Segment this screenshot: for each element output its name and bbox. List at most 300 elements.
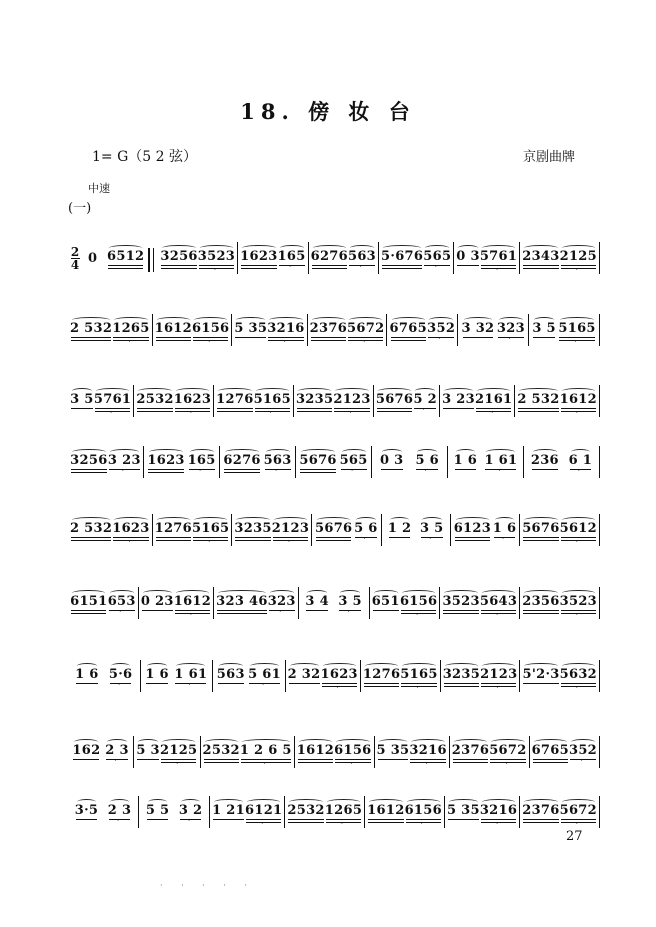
note-group	[109, 660, 133, 688]
note-group	[405, 796, 442, 827]
note-group	[267, 314, 304, 345]
note-group	[160, 736, 197, 767]
octave-dots	[160, 269, 197, 273]
octave-dots	[299, 473, 336, 477]
note-group	[305, 587, 329, 615]
underline-eighth	[559, 337, 594, 338]
slur-mark	[534, 739, 567, 745]
octave-dots	[146, 820, 170, 824]
note-group	[480, 587, 517, 618]
note-group	[388, 514, 412, 542]
piece-title: 18. 傍 妆 台	[240, 99, 416, 124]
score-row	[68, 314, 600, 354]
underline-eighth	[217, 408, 252, 409]
octave-dots: ·	[288, 539, 293, 546]
octave-dots: ·	[575, 410, 581, 417]
note-digits: 3235	[234, 521, 272, 536]
measure	[293, 385, 373, 417]
slur-mark	[200, 245, 233, 251]
slur-mark	[378, 388, 411, 394]
time-signature-top: 2	[70, 245, 80, 259]
slur-mark	[299, 739, 332, 745]
note-group	[560, 242, 597, 273]
octave-dots: ·	[190, 410, 195, 417]
underline-eighth	[217, 610, 267, 611]
slur-mark	[176, 388, 209, 394]
measure	[373, 385, 439, 417]
note-digits: 651	[371, 594, 400, 609]
note-digits: 2123	[333, 392, 371, 407]
octave-dots: ·	[121, 468, 127, 475]
slur-mark	[266, 449, 290, 455]
note-group	[155, 314, 192, 345]
octave-dots	[287, 823, 324, 827]
underline-eighth	[382, 265, 422, 266]
time-signature-bottom: 4	[70, 258, 80, 272]
note-group	[489, 736, 526, 767]
note-digits: 5676	[522, 521, 560, 536]
slur-mark	[482, 245, 515, 251]
slur-mark	[562, 517, 595, 523]
octave-dots	[203, 763, 240, 767]
note-digits: 0 3	[456, 249, 480, 264]
note-group	[560, 587, 597, 618]
octave-dots	[107, 269, 144, 273]
octave-dots	[367, 823, 404, 827]
note-group	[532, 314, 556, 342]
note-digits: 1612	[154, 321, 192, 336]
octave-dots: ·	[496, 685, 502, 692]
note-group	[560, 660, 597, 691]
measure	[143, 446, 219, 478]
slur-mark	[274, 517, 307, 523]
note-digits: 563	[347, 249, 377, 264]
note-group	[179, 796, 203, 824]
source-label: 京剧曲牌	[523, 150, 576, 165]
slur-mark	[194, 317, 227, 323]
score-row	[68, 736, 600, 776]
note-digits: 5672	[489, 743, 527, 758]
octave-dots	[380, 470, 404, 474]
slur-mark	[374, 590, 398, 596]
underline-eighth	[113, 537, 148, 538]
slur-mark	[307, 590, 327, 596]
octave-dots: ·	[577, 468, 583, 475]
slur-mark	[72, 449, 105, 455]
measure	[369, 587, 440, 619]
note-group	[522, 242, 559, 273]
slur-mark	[482, 590, 515, 596]
octave-dots: ·	[199, 468, 205, 475]
underline-eighth	[561, 683, 596, 684]
octave-dots: ·	[424, 468, 430, 475]
note-group	[560, 514, 597, 545]
note-group	[454, 446, 478, 474]
underline-eighth	[326, 819, 361, 820]
note-group	[223, 446, 260, 477]
underline-eighth	[561, 265, 596, 266]
slur-mark	[109, 245, 142, 251]
underline-eighth	[322, 683, 357, 684]
note-group	[188, 446, 216, 474]
note-group	[558, 314, 595, 345]
slur-mark	[562, 245, 595, 251]
note-group	[480, 796, 517, 827]
note-group	[287, 796, 324, 827]
slur-mark	[147, 663, 167, 669]
note-group	[532, 736, 569, 767]
octave-dots: ·	[349, 410, 355, 417]
note-group	[216, 385, 253, 416]
time-signature	[68, 247, 82, 271]
slur-mark	[327, 799, 360, 805]
note-digits: 2125	[559, 249, 597, 264]
octave-dots	[70, 341, 112, 345]
note-digits: 352	[568, 743, 598, 758]
note-group	[415, 446, 439, 474]
note-digits: 1265	[324, 803, 363, 818]
score-row	[68, 796, 600, 836]
underline-eighth	[443, 610, 478, 611]
note-digits: 6512	[107, 249, 145, 264]
octave-dots: ·	[341, 821, 346, 828]
note-group	[569, 736, 597, 764]
octave-dots	[532, 763, 569, 767]
note-group	[452, 736, 489, 767]
note-digits: 6121	[245, 803, 283, 818]
note-digits: 3 23	[442, 392, 475, 407]
octave-dots	[234, 541, 271, 545]
octave-dots: ·	[336, 685, 342, 692]
octave-dots: ·	[363, 536, 369, 543]
slur-mark	[289, 799, 322, 805]
slur-mark	[176, 663, 205, 669]
note-digits: 2 532	[70, 321, 113, 336]
octave-dots	[315, 541, 352, 545]
note-group	[315, 514, 352, 545]
measure	[231, 314, 306, 346]
octave-dots	[454, 541, 491, 545]
slur-mark	[402, 663, 435, 669]
note-digits: 5165	[253, 392, 291, 407]
measure	[364, 796, 444, 828]
underline-eighth	[334, 408, 369, 409]
octave-dots	[288, 684, 321, 688]
octave-dots: ·	[261, 821, 267, 828]
measure	[212, 660, 285, 692]
note-digits: 5 35	[446, 803, 480, 818]
note-group	[560, 385, 597, 416]
slur-mark	[194, 517, 227, 523]
note-digits: 3 32	[461, 321, 495, 336]
note-digits: 2 32	[287, 667, 321, 682]
measure	[138, 796, 209, 828]
note-digits: 6151	[70, 594, 108, 609]
note-digits: 0 3	[379, 453, 404, 468]
octave-dots: ·	[429, 536, 435, 543]
measure	[514, 385, 600, 417]
note-digits: 6765	[531, 743, 569, 758]
octave-dots: ·	[289, 264, 295, 271]
note-digits: 6156	[192, 321, 230, 336]
slur-mark	[269, 317, 302, 323]
note-digits: 1276	[154, 521, 192, 536]
note-digits: 5672	[559, 803, 597, 818]
slur-mark	[336, 739, 369, 745]
note-digits: 563	[216, 667, 245, 682]
note-group	[367, 796, 404, 827]
octave-dots: ·	[496, 267, 501, 274]
slur-mark	[445, 663, 478, 669]
octave-dots: ·	[128, 339, 134, 346]
score-row	[68, 385, 600, 425]
measure	[284, 796, 364, 828]
octave-dots: ·	[214, 267, 219, 274]
underline-eighth	[476, 408, 511, 409]
note-digits: 3523	[197, 249, 236, 264]
slur-mark	[369, 799, 402, 805]
note-group	[493, 514, 517, 542]
slur-mark	[402, 590, 435, 596]
underline-eighth	[273, 537, 308, 538]
measure	[68, 587, 138, 619]
note-group	[480, 242, 517, 273]
note-digits: 1 6	[145, 667, 169, 682]
note-digits: 3 5	[420, 521, 444, 536]
octave-dots	[240, 269, 277, 273]
octave-dots	[136, 412, 173, 416]
note-group	[212, 796, 245, 824]
note-digits: 1623	[240, 249, 278, 264]
note-digits: 5676	[299, 453, 337, 468]
slur-mark	[157, 517, 190, 523]
note-digits: 6276	[310, 249, 348, 264]
note-group	[192, 314, 229, 345]
note-digits: 6 1	[568, 453, 593, 468]
underline-eighth	[523, 265, 558, 266]
octave-dots	[310, 341, 347, 345]
underline-eighth	[523, 537, 558, 538]
note-group	[409, 736, 446, 767]
underline-eighth	[224, 469, 259, 470]
slur-mark	[422, 517, 442, 523]
octave-dots: ·	[188, 682, 194, 689]
underline-eighth	[453, 759, 488, 760]
slur-mark	[519, 388, 557, 394]
note-digits: 2123	[271, 521, 310, 536]
note-group	[325, 796, 362, 827]
note-digits: 5 61	[248, 667, 281, 682]
note-group	[340, 446, 368, 474]
note-group	[517, 385, 559, 416]
note-digits: 5 6	[354, 521, 378, 536]
slur-mark	[415, 388, 435, 394]
note-group	[234, 314, 267, 342]
octave-dots: ·	[434, 264, 440, 271]
slur-mark	[382, 449, 402, 455]
slur-mark	[96, 388, 129, 394]
note-group	[203, 736, 240, 767]
underline-eighth	[312, 265, 347, 266]
note-group	[174, 385, 211, 416]
slur-mark	[411, 739, 444, 745]
note-digits: 1 6	[453, 453, 478, 468]
octave-dots	[234, 338, 267, 342]
slur-mark	[77, 663, 97, 669]
note-group	[354, 514, 378, 542]
octave-dots: ·	[208, 539, 214, 546]
measure	[200, 736, 294, 768]
slur-mark	[138, 739, 158, 745]
underline-eighth	[444, 683, 479, 684]
note-group	[288, 660, 321, 688]
slur-mark	[72, 590, 105, 596]
note-digits: 3 2	[178, 803, 203, 818]
note-group	[268, 587, 296, 615]
measure	[449, 736, 529, 768]
measure	[213, 385, 293, 417]
note-digits: 5632	[559, 667, 598, 682]
note-digits: 1612	[173, 594, 212, 609]
octave-dots: ·	[575, 267, 581, 274]
note-digits: 3 5	[70, 392, 94, 407]
note-digits: 2125	[160, 743, 198, 758]
slur-mark	[392, 317, 425, 323]
underline-eighth	[401, 683, 436, 684]
note-digits: 3 5	[532, 321, 556, 336]
slur-mark	[417, 449, 437, 455]
note-group	[112, 514, 149, 545]
slur-mark	[205, 739, 238, 745]
octave-dots	[531, 470, 559, 474]
note-digits: 5676	[315, 521, 353, 536]
note-digits: 1276	[216, 392, 254, 407]
note-digits: 352	[427, 321, 456, 336]
note-group	[443, 660, 480, 691]
slur-mark	[482, 663, 515, 669]
octave-dots	[522, 614, 559, 618]
octave-dots	[447, 820, 480, 824]
octave-dots: ·	[416, 612, 422, 619]
slur-mark	[110, 449, 139, 455]
note-digits: 1612	[296, 743, 335, 758]
measure	[209, 796, 284, 828]
slur-mark	[524, 590, 557, 596]
slur-mark	[149, 449, 182, 455]
slur-mark	[449, 799, 478, 805]
slur-mark	[524, 799, 557, 805]
octave-dots: ·	[420, 821, 426, 828]
slur-mark	[143, 590, 172, 596]
measure	[519, 514, 600, 546]
note-group	[264, 446, 292, 474]
octave-dots	[72, 760, 100, 764]
octave-dots: ·	[351, 468, 357, 475]
note-group	[560, 796, 597, 827]
measure	[519, 242, 600, 274]
measure	[453, 242, 519, 274]
note-group	[146, 796, 170, 824]
slur-mark	[157, 317, 190, 323]
slur-mark	[181, 799, 201, 805]
note-group	[112, 314, 149, 345]
measure	[371, 446, 447, 478]
slur-mark	[524, 663, 557, 669]
note-digits: 3216	[409, 743, 447, 758]
underline-eighth	[406, 819, 441, 820]
underline-eighth	[113, 337, 148, 338]
slur-mark	[313, 245, 346, 251]
underline-eighth	[377, 408, 412, 409]
measure	[440, 660, 520, 692]
underline-eighth	[246, 819, 281, 820]
underline-eighth	[156, 337, 191, 338]
measure	[68, 796, 138, 828]
measure	[103, 242, 148, 274]
measure	[68, 446, 143, 478]
octave-dots: ·	[176, 761, 182, 768]
note-group	[245, 796, 282, 827]
octave-dots	[75, 820, 99, 824]
slur-mark	[444, 388, 473, 394]
note-digits: 6276	[223, 453, 261, 468]
octave-dots: ·	[347, 609, 353, 616]
note-group	[297, 736, 334, 767]
octave-dots	[155, 541, 192, 545]
score-row	[68, 242, 600, 282]
octave-dots	[388, 538, 412, 542]
underline-eighth	[561, 537, 596, 538]
measure	[450, 514, 519, 546]
note-digits: 1 21	[212, 803, 245, 818]
note-digits: 2376	[451, 743, 490, 758]
octave-dots	[70, 473, 107, 477]
note-digits: 1 6	[75, 667, 99, 682]
note-group	[107, 242, 144, 273]
octave-dots: ·	[575, 612, 581, 619]
underline-eighth	[518, 408, 558, 409]
note-group	[400, 587, 437, 618]
underline-eighth	[455, 537, 490, 538]
note-digits: 5 35	[234, 321, 268, 336]
underline-eighth	[533, 759, 568, 760]
octave-dots: ·	[425, 761, 431, 768]
note-digits: 3216	[267, 321, 305, 336]
slur-mark	[138, 388, 171, 394]
note-digits: 1612	[559, 392, 597, 407]
octave-dots	[223, 473, 260, 477]
underline-eighth	[297, 408, 332, 409]
note-digits: 3 23	[107, 453, 141, 468]
slur-mark	[458, 245, 478, 251]
octave-dots: ·	[416, 685, 422, 692]
measure	[68, 736, 133, 768]
slur-mark	[390, 517, 410, 523]
slur-mark	[534, 317, 554, 323]
note-group	[299, 446, 336, 477]
octave-dots	[217, 684, 245, 688]
measure	[308, 242, 378, 274]
octave-dots	[456, 266, 480, 270]
underline-eighth	[71, 610, 106, 611]
octave-dots	[296, 412, 333, 416]
octave-dots: ·	[275, 468, 281, 475]
slur-mark	[425, 245, 449, 251]
note-group	[70, 314, 112, 345]
note-group	[381, 242, 423, 273]
underline-eighth	[288, 819, 323, 820]
slur-mark	[110, 799, 130, 805]
